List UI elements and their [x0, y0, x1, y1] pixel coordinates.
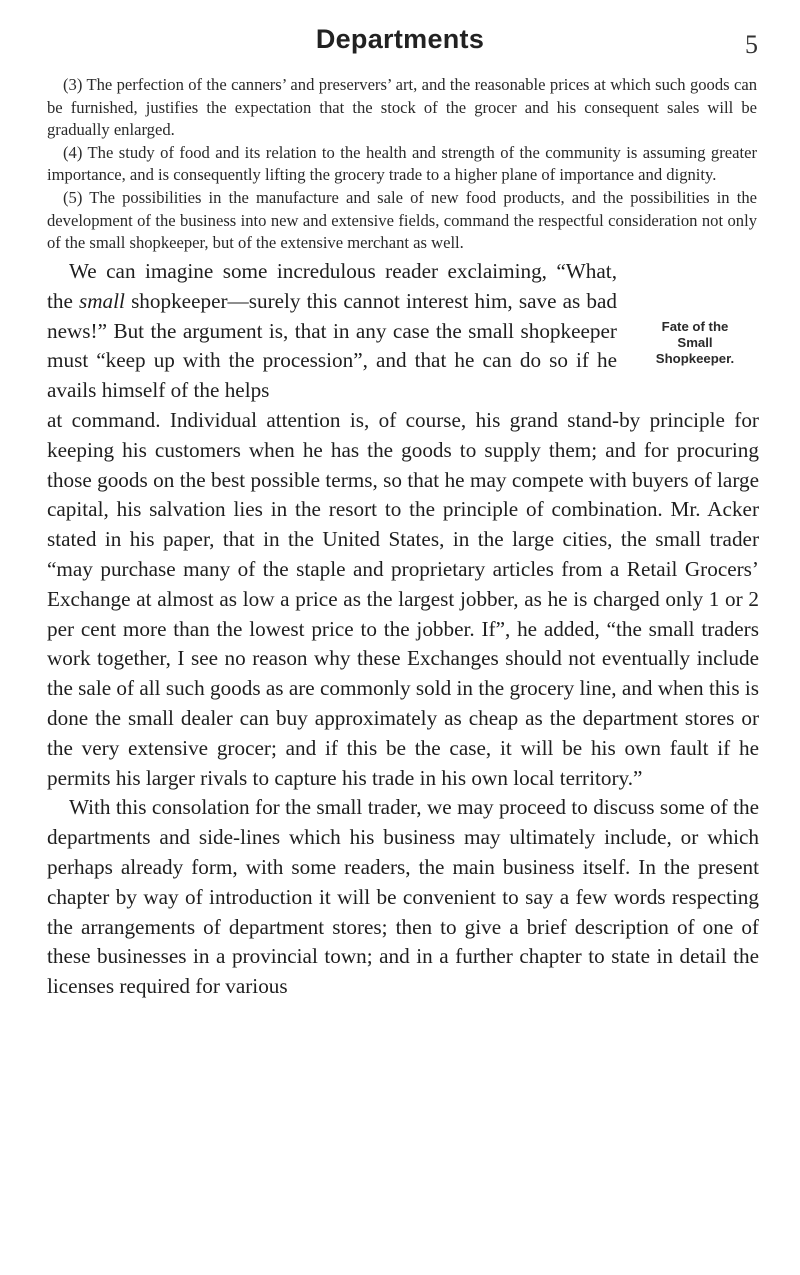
point-number: (4) — [63, 142, 83, 162]
point-number: (3) — [63, 75, 83, 94]
numbered-points — [47, 74, 757, 255]
emphasis-small: small — [79, 288, 125, 313]
point-text: The possibilities in the manufacture and sale of new food products, and the possibilities in the development of the business into new and extensive fields, command the respectful consideration not only of the small shopkeeper, but of the extensive merchant as well. — [47, 187, 757, 253]
point-3 — [47, 74, 757, 142]
margin-note-line: Fate of the — [661, 319, 729, 334]
point-5 — [47, 187, 757, 255]
paragraph-1-text-b: shopkeeper—surely this cannot interest him, save as bad news!” But the argument is, that in any case the small shopkeeper must “keep up with the procession”, and that he can do so if he avails himself of the helps — [47, 288, 617, 403]
point-4 — [47, 142, 757, 187]
running-head — [0, 24, 800, 64]
margin-note-line: Small — [677, 335, 713, 351]
main-text — [47, 257, 759, 1002]
point-text: The perfection of the canners’ and preservers’ art, and the reasonable prices at which such goods can be furnished, justifies the expectation that the stock of the grocer and his consequent sales will be gradually enlarged. — [47, 75, 757, 140]
margin-note-line: Shopkeeper. — [655, 351, 735, 367]
page-number: 5 — [745, 30, 758, 59]
paragraph-2: With this consolation for the small trader, we may proceed to discuss some of the departments and side-lines which his business may ultimately include, or which perhaps already form, with some readers, the main business itself. In the present chapter by way of introduction it will be convenient to say a few words respecting the arrangements of department stores; then to give a brief description of one of these businesses in a provincial town; and in a further chapter to state in detail the licenses required for various — [47, 795, 759, 999]
paragraph-1-lead — [47, 257, 617, 406]
paragraph-1-text-a: We can imagine some incredulous reader exclaiming, “What, the — [47, 259, 617, 313]
point-text: The study of food and its relation to the health and strength of the community is assuming greater importance, and is consequently lifting the grocery trade to a higher plane of importance and dignity. — [47, 142, 757, 185]
running-title: Departments — [315, 24, 485, 54]
paragraph-1-rest: at command. Individual attention is, of course, his grand stand-by principle for keeping his customers when he has the goods to supply them; and for procuring those goods on the best possible terms, so that he may compete with buyers of large capital, his salvation lies in the resort to the principle of combination. Mr. Acker stated in his paper, that in the United States, in the large cities, the small trader “may purchase many of the staple and proprietary articles from a Retail Grocers’ Exchange at almost as low a price as the largest jobber, as he is charged only 1 or 2 per cent more than the lowest price to the jobber. If”, he added, “the small traders work together, I see no reason why these Exchanges should not eventually include the sale of all such goods as are commonly sold in the grocery line, and when this is done the small dealer can buy approximately as cheap as the department stores or the very extensive grocer; and if this be the case, it will be his own fault if he permits his larger rivals to capture his trade in his own local territory.” — [47, 407, 759, 790]
point-number: (5) — [63, 187, 83, 207]
margin-note — [625, 319, 765, 368]
